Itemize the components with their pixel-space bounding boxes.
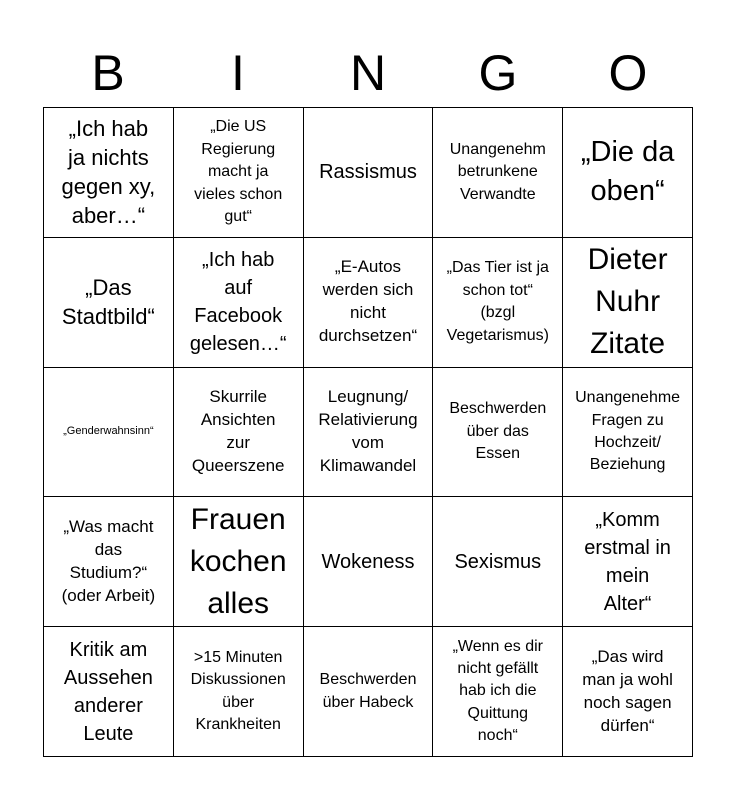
bingo-cell-3-3[interactable]: [304, 368, 434, 498]
bingo-cell-1-3[interactable]: [304, 108, 434, 238]
bingo-cell-1-5[interactable]: [563, 108, 693, 238]
header-letter-n: N: [349, 45, 387, 101]
cell-text: Unangenehme Fragen zu Hochzeit/ Beziehung: [575, 389, 681, 474]
cell-text: Wokeness: [321, 550, 415, 573]
cell-text: Beschwerden über Habeck: [319, 671, 417, 711]
bingo-cell-3-4[interactable]: [433, 368, 563, 498]
cell-text: „Das wird man ja wohl noch sagen dürfen“: [582, 646, 673, 735]
cell-text: Beschwerden über das Essen: [449, 400, 547, 463]
cell-text: Dieter Nuhr Zitate: [587, 243, 668, 361]
cell-text: Leugnung/ Relativierung vom Klimawandel: [318, 387, 418, 475]
cell-text: >15 Minuten Diskussionen über Krankheiten: [190, 648, 286, 733]
bingo-cell-3-2[interactable]: [174, 368, 304, 498]
bingo-cell-2-5[interactable]: [563, 238, 693, 368]
cell-text: „Die da oben“: [580, 136, 675, 208]
cell-text: Sexismus: [454, 550, 542, 573]
cell-text: „E-Autos werden sich nicht durchsetzen“: [318, 257, 418, 346]
bingo-cell-1-2[interactable]: [174, 108, 304, 238]
bingo-cell-4-2[interactable]: [174, 497, 304, 627]
cell-text: Rassismus: [319, 161, 417, 184]
cell-text: „Ich hab auf Facebook gelesen…“: [189, 249, 287, 356]
bingo-cell-5-2[interactable]: [174, 627, 304, 757]
bingo-cell-2-2[interactable]: [174, 238, 304, 368]
cell-text: „Komm erstmal in mein Alter“: [584, 508, 671, 615]
bingo-card: [43, 107, 693, 757]
bingo-cell-5-3[interactable]: [304, 627, 434, 757]
header-letter-o: O: [608, 45, 648, 101]
header-letter-b: B: [91, 45, 125, 101]
header-letter-g: G: [478, 45, 518, 101]
bingo-cell-4-5[interactable]: [563, 497, 693, 627]
cell-text: Kritik am Aussehen anderer Leute: [63, 638, 153, 745]
bingo-cell-4-1[interactable]: [44, 497, 174, 627]
cell-text: „Die US Regierung macht ja vieles schon gut“: [194, 118, 283, 225]
cell-text: „Das Tier ist ja schon tot“ (bzgl Vegetarismus): [446, 259, 549, 344]
bingo-cell-2-1[interactable]: [44, 238, 174, 368]
cell-text: Frauen kochen alles: [189, 502, 287, 620]
bingo-cell-1-1[interactable]: [44, 108, 174, 238]
bingo-cell-2-4[interactable]: [433, 238, 563, 368]
cell-text: „Das Stadtbild“: [61, 275, 155, 330]
cell-text: Skurrile Ansichten zur Queerszene: [191, 387, 285, 475]
bingo-cell-5-5[interactable]: [563, 627, 693, 757]
bingo-header: [43, 38, 693, 108]
bingo-cell-4-4[interactable]: [433, 497, 563, 627]
cell-text: „Was macht das Studium?“ (oder Arbeit): [61, 516, 156, 605]
bingo-cell-5-1[interactable]: [44, 627, 174, 757]
bingo-cell-4-3[interactable]: [304, 497, 434, 627]
bingo-cell-2-3[interactable]: [304, 238, 434, 368]
bingo-cell-3-1[interactable]: [44, 368, 174, 498]
cell-text: „Ich hab ja nichts gegen xy, aber…“: [61, 116, 156, 229]
bingo-cell-5-4[interactable]: [433, 627, 563, 757]
bingo-cell-3-5[interactable]: [563, 368, 693, 498]
cell-text: Unangenehm betrunkene Verwandte: [449, 140, 546, 203]
header-letter-i: I: [231, 45, 245, 101]
cell-text: „Genderwahnsinn“: [63, 425, 154, 438]
bingo-cell-1-4[interactable]: [433, 108, 563, 238]
cell-text: „Wenn es dir nicht gefällt hab ich die Quittung noch“: [452, 637, 543, 745]
